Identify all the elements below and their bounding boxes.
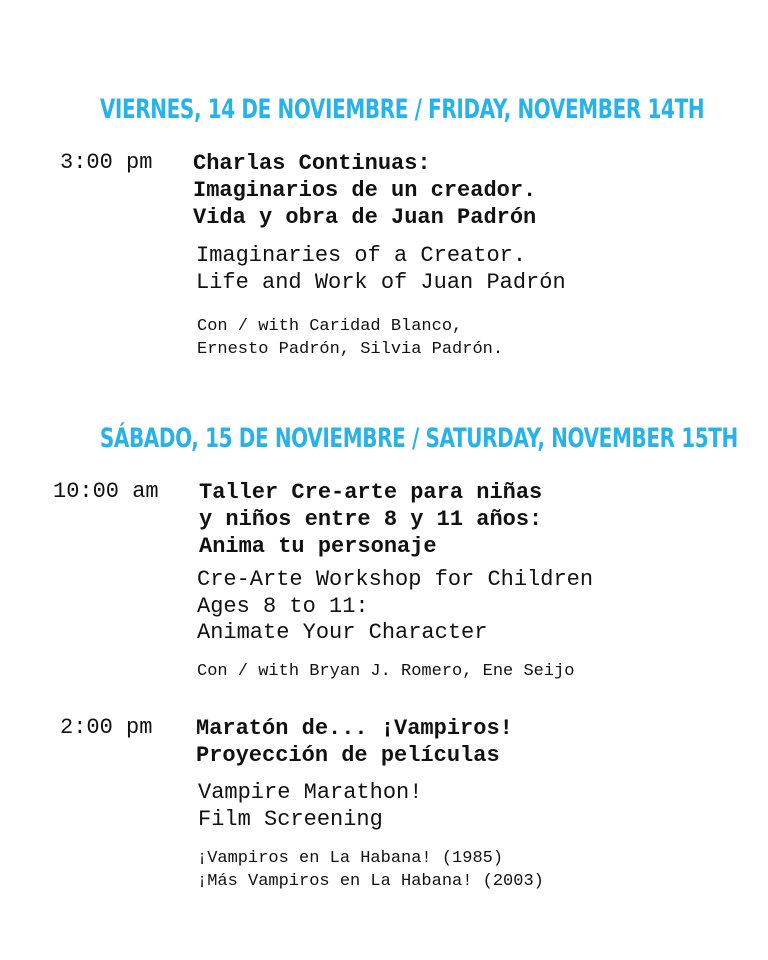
event-credit-line: ¡Vampiros en La Habana! (1985) <box>197 849 504 868</box>
event-title-en <box>196 243 566 296</box>
event-title-es-line: Proyección de películas <box>196 743 500 768</box>
event-title-es-line: Anima tu personaje <box>199 534 437 559</box>
event-title-en-line: Life and Work of Juan Padrón <box>196 269 566 295</box>
event-title-en <box>197 567 593 647</box>
event-title-es-line: Imaginarios de un creador. <box>193 178 537 203</box>
event-title-es <box>196 715 513 769</box>
event-title-es-line: Taller Cre-arte para niñas <box>199 480 543 505</box>
event-title-es-line: Maratón de... ¡Vampiros! <box>196 716 513 741</box>
event-time: 2:00 pm <box>60 715 153 740</box>
event-time: 10:00 am <box>53 479 159 504</box>
event-credit-line: Con / with Bryan J. Romero, Ene Seijo <box>197 662 575 681</box>
event-title-en-line: Film Screening <box>198 806 383 832</box>
event-title-es <box>193 150 536 231</box>
event-credit <box>197 847 544 893</box>
event-title-en-line: Vampire Marathon! <box>198 780 423 805</box>
event-title-es <box>199 479 542 560</box>
event-time: 3:00 pm <box>60 150 153 175</box>
event-title-es-line: Charlas Continuas: <box>193 151 431 176</box>
event-credit-line: ¡Más Vampiros en La Habana! (2003) <box>197 872 544 891</box>
event-title-en-line: Animate Your Character <box>197 620 488 645</box>
event-title-es-line: y niños entre 8 y 11 años: <box>199 507 543 532</box>
event-title-en-line: Cre-Arte Workshop for Children <box>197 567 594 592</box>
event-credit-line: Ernesto Padrón, Silvia Padrón. <box>197 340 504 359</box>
day-heading-saturday: SÁBADO, 15 DE NOVIEMBRE / SATURDAY, NOVEMBER 15TH <box>99 423 738 454</box>
event-title-en <box>198 780 422 833</box>
event-credit <box>197 660 574 683</box>
event-title-en-line: Imaginaries of a Creator. <box>196 243 527 268</box>
day-heading-friday: VIERNES, 14 DE NOVIEMBRE / FRIDAY, NOVEMBER 14TH <box>99 94 705 125</box>
event-credit-line: Con / with Caridad Blanco, <box>197 317 463 336</box>
event-credit <box>197 315 503 361</box>
event-title-en-line: Ages 8 to 11: <box>197 593 369 619</box>
event-title-es-line: Vida y obra de Juan Padrón <box>193 205 537 230</box>
